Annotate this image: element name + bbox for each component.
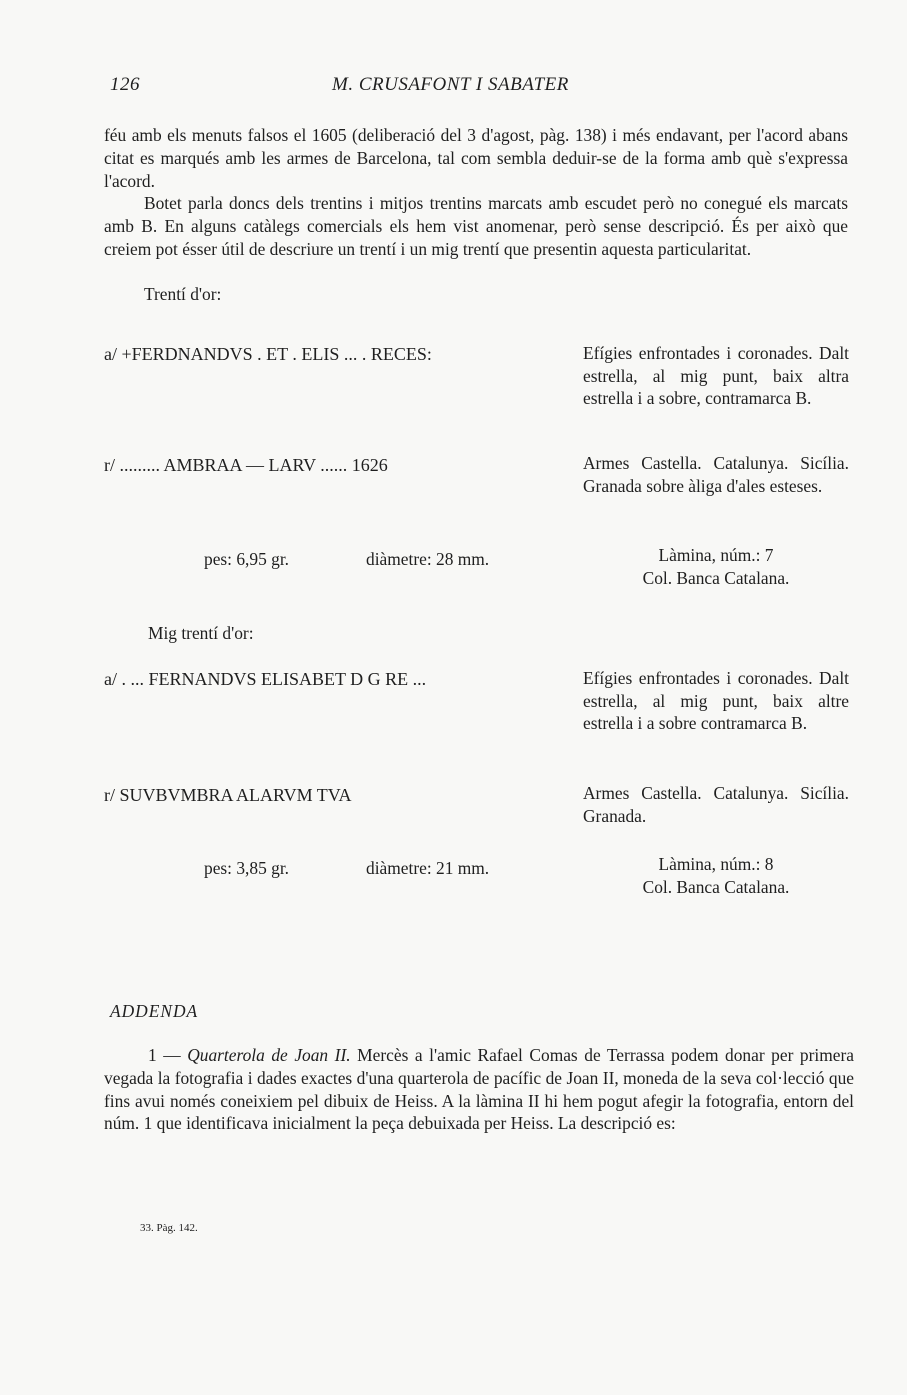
coin-2-plate: Làmina, núm.: 8 (658, 854, 774, 874)
coin-2-obverse-description: Efígies enfrontades i coronades. Dalt estrella, al mig punt, baix altre estrella i a sobre contramarca B. (583, 668, 849, 734)
coin-1-heading: Trentí d'or: (144, 284, 222, 304)
footnote: 33. Pàg. 142. (140, 1222, 198, 1234)
coin-2-diameter: diàmetre: 21 mm. (366, 858, 490, 878)
running-title: M. CRUSAFONT I SABATER (332, 74, 569, 95)
addenda-item-text: Mercès a l'amic Rafael Comas de Terrassa podem donar per primera vegada la fotografia i dades exactes d'una quarterola de pacífic de Joan II, moneda de la seva col·lecció que fins avui només coneixiem pel dibuix de Heiss. A la làmina II hi hem pogut afegir la fotografia, entorn del núm. 1 que identificava inicialment la peça debuixada per Heiss. La descripció es: (104, 1045, 854, 1134)
coin-2-collection: Col. Banca Catalana. (642, 877, 790, 897)
coin-2-obverse-label: a/ (104, 669, 117, 689)
intro-paragraph-2: Botet parla doncs dels trentins i mitjos trentins marcats amb escudet però no conegué els marcats amb B. En alguns catàlegs comercials els hem vist anomenar, però sense descripció. És per això que creiem pot ésser útil de descriure un trentí i un mig trentí que presentin aquesta particularitat. (104, 193, 848, 259)
page-number: 126 (110, 74, 140, 95)
coin-1-obverse-legend: +FERDNANDVS . ET . ELIS ... . RECES: (121, 344, 432, 364)
running-header (110, 74, 850, 104)
coin-2-heading: Mig trentí d'or: (148, 623, 254, 643)
coin-2-obverse (104, 668, 426, 691)
coin-2-reverse-legend: SUVBVMBRA ALARVM TVA (119, 785, 352, 805)
coin-2-reverse-description: Armes Castella. Catalunya. Sicília. Granada. (583, 783, 849, 826)
coin-2-obverse-legend: . ... FERNANDVS ELISABET D G RE ... (121, 669, 427, 689)
addenda-paragraph (104, 1044, 854, 1135)
coin-1-obverse (104, 343, 432, 366)
addenda-item-lead: 1 — (148, 1045, 188, 1065)
coin-1-reverse-legend: ......... AMBRAA — LARV ...... 1626 (119, 455, 388, 475)
coin-2-weight: pes: 3,85 gr. (204, 858, 290, 878)
coin-1-obverse-description: Efígies enfrontades i coronades. Dalt estrella, al mig punt, baix altra estrella i a sobre, contramarca B. (583, 343, 849, 409)
coin-1-collection: Col. Banca Catalana. (642, 568, 790, 588)
coin-2-reverse-label: r/ (104, 785, 115, 805)
intro-paragraph-1: féu amb els menuts falsos el 1605 (deliberació del 3 d'agost, pàg. 138) i més endavant, per l'acord abans citat es marqués amb les armes de Barcelona, tal com sembla deduir-se de la forma amb què s'expressa l'acord. (104, 125, 848, 191)
coin-1-diameter: diàmetre: 28 mm. (366, 549, 490, 569)
coin-1-weight: pes: 6,95 gr. (204, 549, 290, 569)
addenda-item-title: Quarterola de Joan II. (187, 1045, 351, 1065)
coin-1-plate: Làmina, núm.: 7 (658, 545, 774, 565)
coin-1-reverse (104, 454, 388, 477)
coin-2-reverse (104, 784, 351, 807)
coin-1-obverse-label: a/ (104, 344, 117, 364)
coin-1-reverse-description: Armes Castella. Catalunya. Sicília. Granada sobre àliga d'ales esteses. (583, 453, 849, 496)
addenda-title: ADDENDA (110, 1001, 199, 1021)
coin-1-reverse-label: r/ (104, 455, 115, 475)
